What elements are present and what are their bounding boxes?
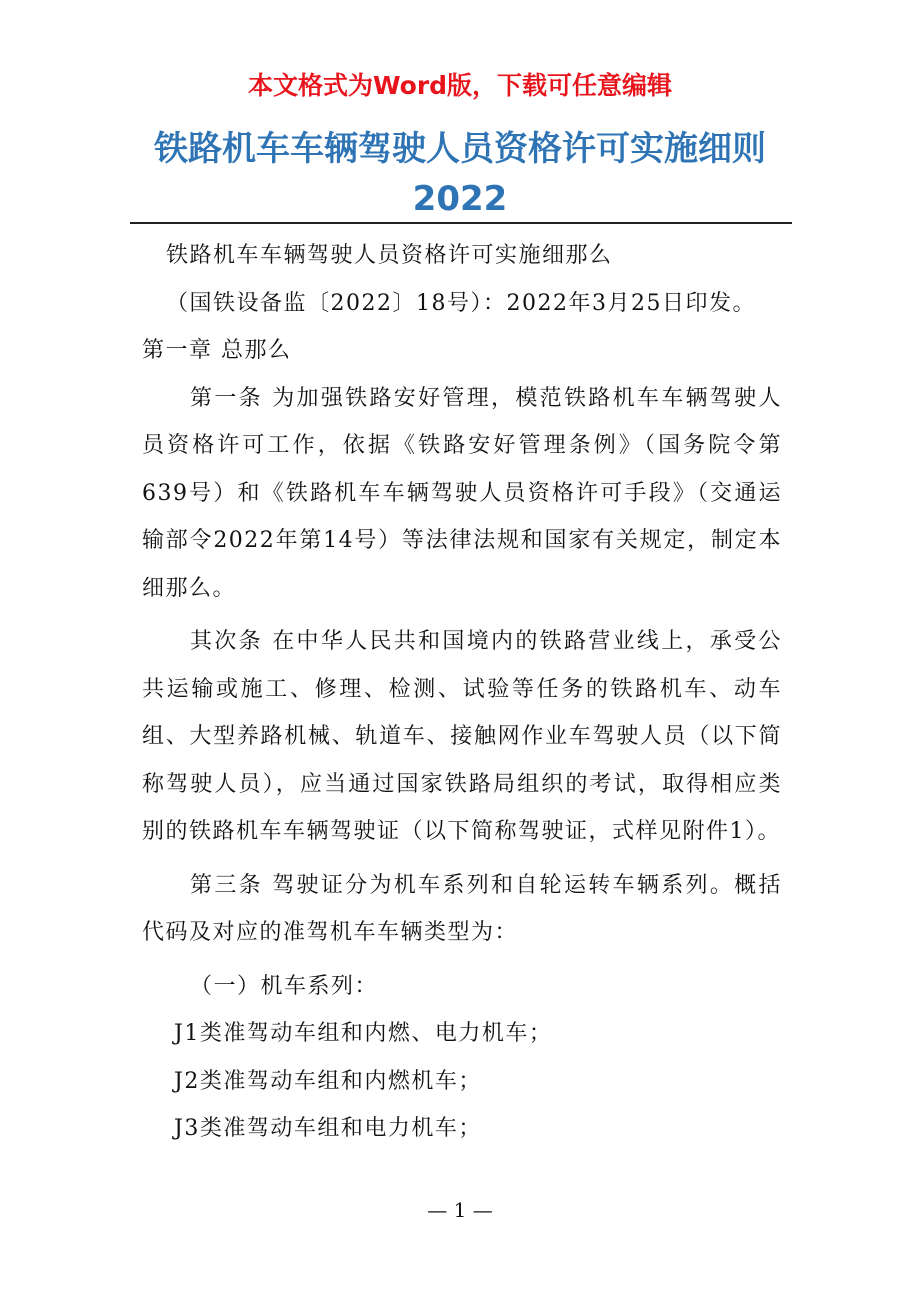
- issue-note: （国铁设备监〔2022〕18号）：2022年3月25日印发。: [166, 290, 756, 316]
- article-2: 其次条 在中华人民共和国境内的铁路营业线上，承受公共运输或施工、修理、检测、试验等任务的铁路机车、动车组、大型养路机械、轨道车、接触网作业车驾驶人员（以下简称驾驶人员），应当通过国家铁路局组织的考试，取得相应类别的铁路机车车辆驾驶证（以下简称驾驶证，式样见附件1）。: [142, 629, 782, 844]
- article-1: 第一条 为加强铁路安好管理，模范铁路机车车辆驾驶人员资格许可工作，依据《铁路安好管理条例》（国务院令第639号）和《铁路机车车辆驾驶人员资格许可手段》（交通运输部令2022年第14号）等法律法规和国家有关规定，制定本细那么。: [142, 385, 782, 601]
- download-banner: 本文格式为Word版，下载可任意编辑: [247, 71, 673, 100]
- license-class-j3: J3类准驾动车组和电力机车；: [174, 1116, 482, 1141]
- page-number: — 1 —: [427, 1198, 493, 1222]
- title-line-2: 2022: [412, 179, 508, 219]
- document-body: [142, 232, 782, 1153]
- chapter-heading: 第一章 总那么: [142, 338, 292, 363]
- document-title: [120, 124, 800, 224]
- title-divider: [130, 222, 792, 224]
- license-class-j1: J1类准驾动车组和内燃、电力机车；: [174, 1021, 553, 1046]
- series-1-heading: （一）机车系列：: [190, 973, 379, 999]
- title-line-1: 铁路机车车辆驾驶人员资格许可实施细则: [154, 129, 766, 169]
- license-class-j2: J2类准驾动车组和内燃机车；: [174, 1068, 482, 1094]
- article-3: 第三条 驾驶证分为机车系列和自轮运转车辆系列。概括代码及对应的准驾机车车辆类型为：: [142, 872, 782, 945]
- doc-name-line: 铁路机车车辆驾驶人员资格许可实施细那么: [166, 243, 613, 268]
